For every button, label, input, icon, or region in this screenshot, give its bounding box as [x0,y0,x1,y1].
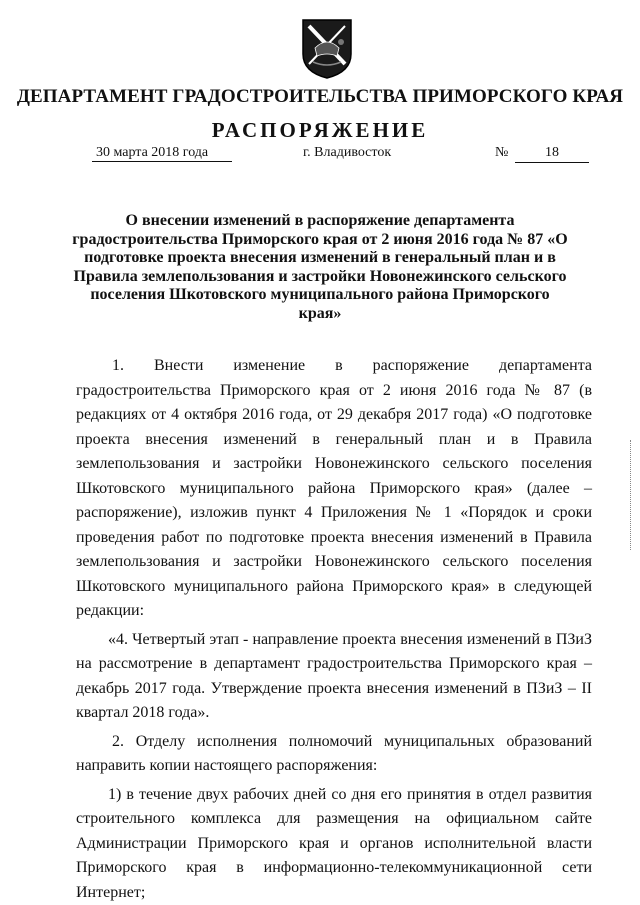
document-city: г. Владивосток [303,145,392,160]
document-body [76,354,592,905]
paragraph-quote: «4. Четвертый этап - направление проекта внесения изменений в ПЗиЗ на рассмотрение в департамент градостроительства Приморского края – декабрь 2017 года. Утверждение проекта внесения изменений в ПЗиЗ – II квартал 2018 года». [76,630,592,721]
paragraph-1: 1. Внести изменение в распоряжение департамента градостроительства Приморского края от 2 июня 2016 года № 87 (в редакциях от 4 октября 2016 года, от 29 декабря 2017 года) «О подготовке проекта внесения изменений в генеральный план и в Правила землепользования и застройки Новонежинского сельского поселения Шкотовского муниципального района Приморского края» (далее – распоряжение), изложив пункт 4 Приложения № 1 «Порядок и сроки проведения работ по подготовке проекта внесения изменений в Правила землепользования и застройки Новонежинского сельского поселения Шкотовского муниципального района Приморского края» в следующей редакции: [76,357,592,619]
number-label: № [495,145,509,160]
document-type: РАСПОРЯЖЕНИЕ [211,118,429,142]
scan-margin-mark [630,440,632,550]
document-number: 18 [515,145,589,163]
document-subject: О внесении изменений в распоряжение департамента градостроительства Приморского края от 2 июня 2016 года № 87 «О подготовке проекта внесения изменений в генеральный план и в Правила землепользования и застройки Новонежинского сельского поселения Шкотовского муниципального района Приморского края» [72,212,568,322]
department-name: ДЕПАРТАМЕНТ ГРАДОСТРОИТЕЛЬСТВА ПРИМОРСКОГО КРАЯ [16,86,624,107]
coat-of-arms-icon [301,18,353,80]
document-date: 30 марта 2018 года [92,145,232,162]
paragraph-2: 2. Отделу исполнения полномочий муниципальных образований направить копии настоящего распоряжения: [76,732,592,774]
paragraph-2-item-1: 1) в течение двух рабочих дней со дня его принятия в отдел развития строительного комплекса для размещения на официальном сайте Администрации Приморского края и органов исполнительной власти Приморского края в информационно-телекоммуникационной сети Интернет; [76,785,592,901]
